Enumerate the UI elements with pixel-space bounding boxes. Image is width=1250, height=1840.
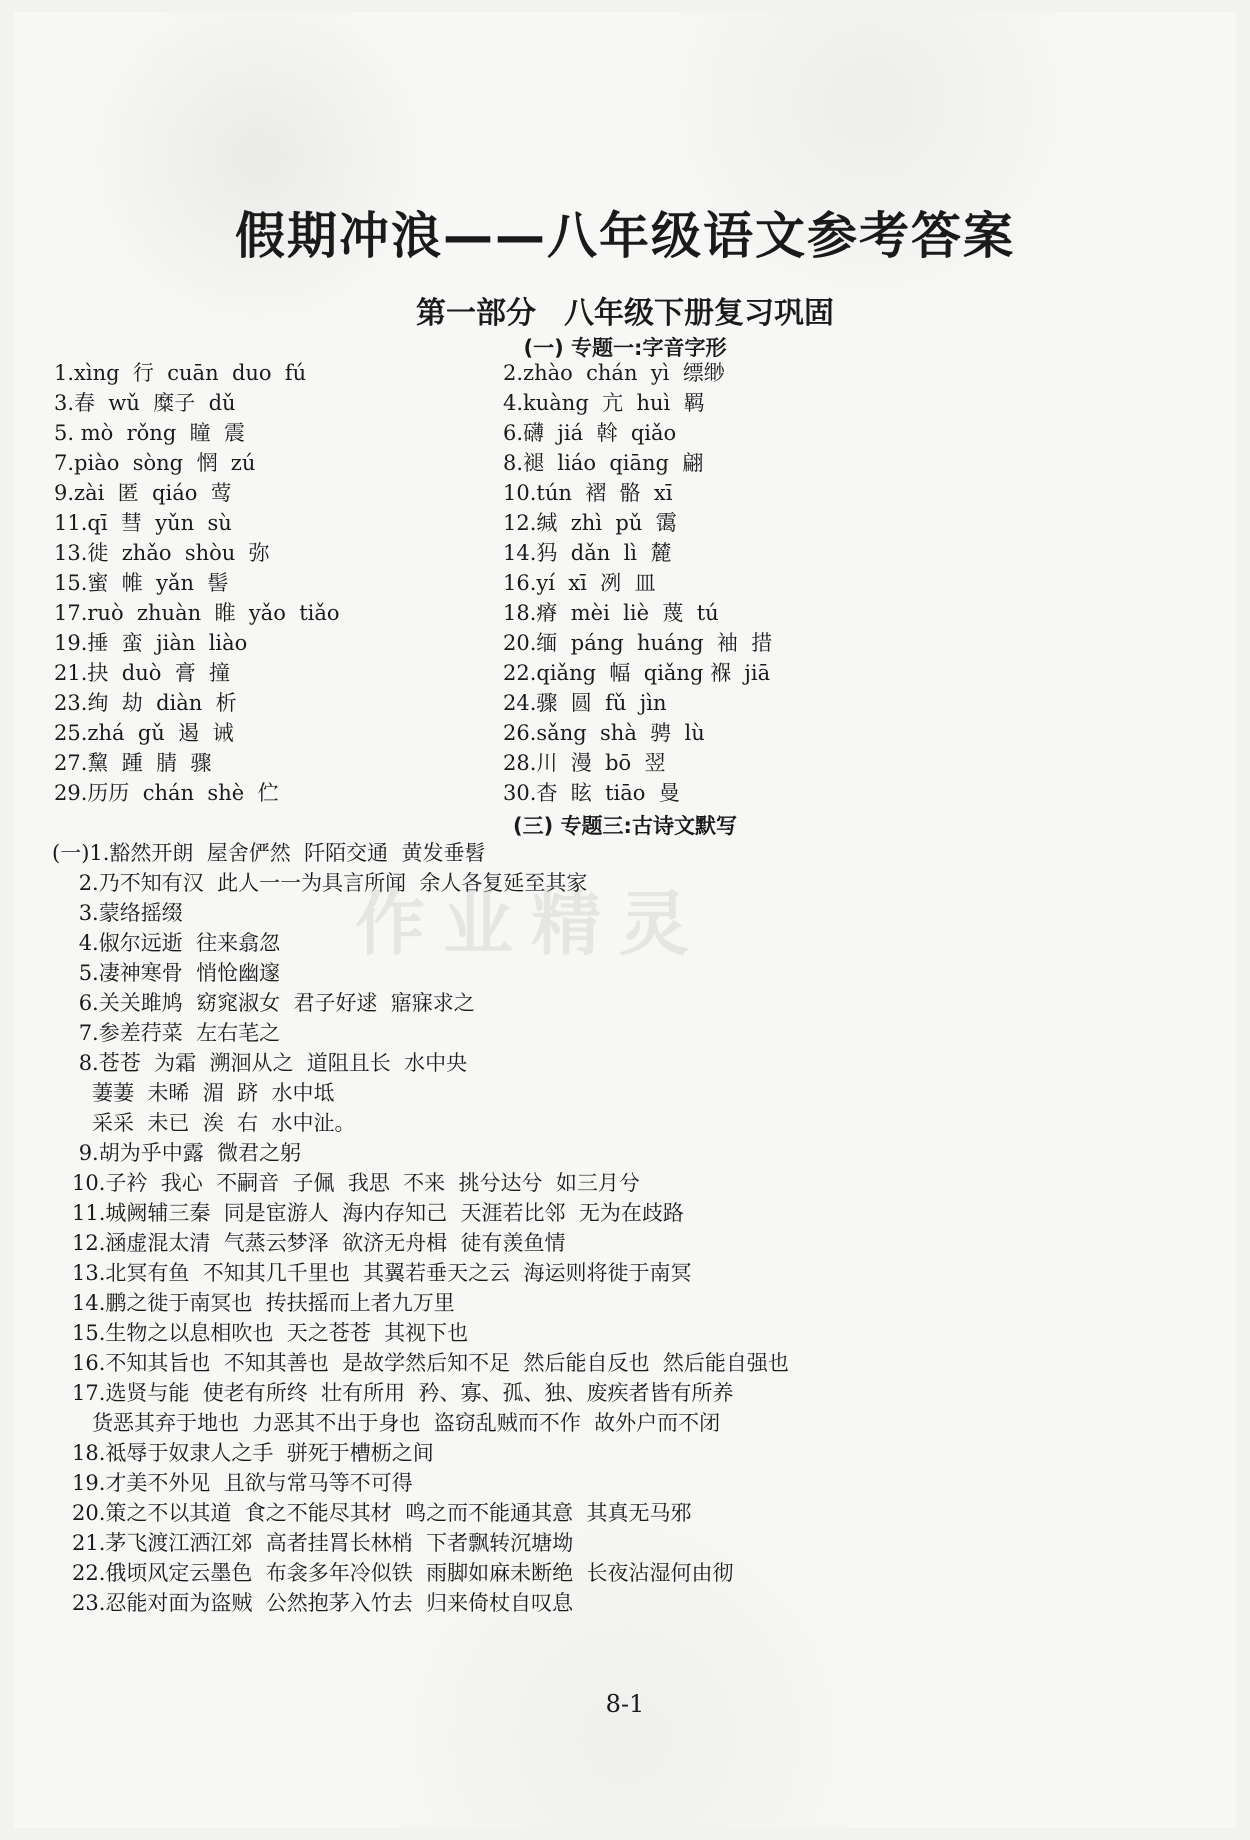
recitation-item: 8.苍苍 为霜 溯洄从之 道阻且长 水中央 — [52, 1051, 468, 1075]
recitation-item: 11.城阙辅三秦 同是宦游人 海内存知己 天涯若比邻 无为在歧路 — [52, 1201, 684, 1225]
recitation-item: 3.蒙络摇缀 — [52, 901, 183, 925]
answer-item: 21.抉 duò 膏 撞 — [54, 661, 231, 685]
recitation-item: 7.参差荇菜 左右芼之 — [52, 1021, 281, 1045]
answer-item: 27.黧 踵 腈 骤 — [54, 751, 212, 775]
recitation-item: 17.选贤与能 使老有所终 壮有所用 矜、寡、孤、独、废疾者皆有所养 — [52, 1381, 734, 1405]
recitation-item: 23.忍能对面为盗贼 公然抱茅入竹去 归来倚杖自叹息 — [52, 1591, 574, 1615]
answer-item: 9.zài 匿 qiáo 莺 — [54, 481, 232, 505]
answer-item: 18.瘠 mèi liè 蔑 tú — [503, 601, 719, 625]
answer-item: 20.缅 páng huáng 袖 措 — [503, 631, 773, 655]
answer-item: 11.qī 彗 yǔn sù — [54, 511, 232, 535]
answer-item: 29.历历 chán shè 伫 — [54, 781, 279, 805]
recitation-item: 22.俄顷风定云墨色 布衾多年冷似铁 雨脚如麻未断绝 长夜沾湿何由彻 — [52, 1561, 734, 1585]
section3-heading: (三) 专题三:古诗文默写 — [513, 814, 737, 838]
recitation-item: 6.关关雎鸠 窈窕淑女 君子好逑 寤寐求之 — [52, 991, 475, 1015]
watermark: 作业精灵 — [355, 883, 707, 965]
recitation-item: (一)1.豁然开朗 屋舍俨然 阡陌交通 黄发垂髫 — [52, 841, 486, 865]
answer-item: 3.春 wǔ 糜子 dǔ — [54, 391, 236, 415]
recitation-item: 采采 未已 涘 右 水中沚。 — [52, 1111, 356, 1135]
recitation-item: 21.茅飞渡江洒江郊 高者挂罥长林梢 下者飘转沉塘坳 — [52, 1531, 574, 1555]
answer-item: 26.sǎng shà 骋 lù — [503, 721, 705, 745]
answer-item: 25.zhá gǔ 遏 诫 — [54, 721, 234, 745]
answer-item: 7.piào sòng 惘 zú — [54, 451, 256, 475]
recitation-item: 5.凄神寒骨 悄怆幽邃 — [52, 961, 281, 985]
recitation-item: 货恶其弃于地也 力恶其不出于身也 盗窃乱贼而不作 故外户而不闭 — [52, 1411, 721, 1435]
recitation-item: 15.生物之以息相吹也 天之苍苍 其视下也 — [52, 1321, 469, 1345]
answer-item: 1.xìng 行 cuān duo fú — [54, 361, 307, 385]
recitation-item: 16.不知其旨也 不知其善也 是故学然后知不足 然后能自反也 然后能自强也 — [52, 1351, 789, 1375]
answer-item: 2.zhào chán yì 缥缈 — [503, 361, 725, 385]
answers-left-column — [54, 358, 340, 808]
answer-item: 13.徙 zhǎo shòu 弥 — [54, 541, 270, 565]
answer-item: 6.礴 jiá 斡 qiǎo — [503, 421, 677, 445]
recitation-item: 12.涵虚混太清 气蒸云梦泽 欲济无舟楫 徒有羡鱼情 — [52, 1231, 566, 1255]
part-name: 八年级下册复习巩固 — [564, 296, 834, 331]
answer-item: 15.蜜 帷 yǎn 髻 — [54, 571, 229, 595]
recitation-item: 4.俶尔远逝 往来翕忽 — [52, 931, 281, 955]
answer-item: 12.缄 zhì pǔ 霭 — [503, 511, 677, 535]
page-number: 8-1 — [605, 1690, 645, 1718]
answer-item: 14.犸 dǎn lì 麓 — [503, 541, 672, 565]
answer-item: 4.kuàng 亢 huì 羁 — [503, 391, 705, 415]
part-number: 第一部分 — [416, 296, 536, 331]
answers-right-column — [503, 358, 772, 808]
recitation-item: 2.乃不知有汉 此人一一为具言所闻 余人各复延至其家 — [52, 871, 588, 895]
page-title: 假期冲浪——八年级语文参考答案 — [235, 207, 1015, 265]
recitation-item: 18.祗辱于奴隶人之手 骈死于槽枥之间 — [52, 1441, 434, 1465]
answer-item: 28.川 漫 bō 翌 — [503, 751, 666, 775]
answer-item: 30.杳 眩 tiāo 曼 — [503, 781, 680, 805]
recitation-item: 萋萋 未晞 湄 跻 水中坻 — [52, 1081, 335, 1105]
answer-item: 19.捶 蛮 jiàn liào — [54, 631, 248, 655]
recitation-item: 20.策之不以其道 食之不能尽其材 鸣之而不能通其意 其真无马邪 — [52, 1501, 692, 1525]
answer-item: 22.qiǎng 幅 qiǎng 褓 jiā — [503, 661, 771, 685]
recitation-item: 13.北冥有鱼 不知其几千里也 其翼若垂天之云 海运则将徙于南冥 — [52, 1261, 692, 1285]
recitation-item: 9.胡为乎中露 微君之躬 — [52, 1141, 302, 1165]
recitation-answers — [52, 838, 789, 1618]
answer-item: 10.tún 褶 骼 xī — [503, 481, 673, 505]
answer-item: 23.绚 劫 diàn 析 — [54, 691, 237, 715]
recitation-item: 14.鹏之徙于南冥也 抟扶摇而上者九万里 — [52, 1291, 455, 1315]
answer-item: 16.yí xī 冽 皿 — [503, 571, 656, 595]
answer-item: 8.褪 liáo qiāng 翩 — [503, 451, 704, 475]
answer-item: 5. mò rǒng 瞳 震 — [54, 421, 245, 445]
recitation-item: 19.才美不外见 且欲与常马等不可得 — [52, 1471, 413, 1495]
answer-item: 17.ruò zhuàn 睢 yǎo tiǎo — [54, 601, 340, 625]
answer-item: 24.骤 圆 fǔ jìn — [503, 691, 667, 715]
part-heading — [0, 288, 1250, 332]
section1-heading: (一) 专题一:字音字形 — [523, 336, 727, 360]
recitation-item: 10.子衿 我心 不嗣音 子佩 我思 不来 挑兮达兮 如三月兮 — [52, 1171, 640, 1195]
